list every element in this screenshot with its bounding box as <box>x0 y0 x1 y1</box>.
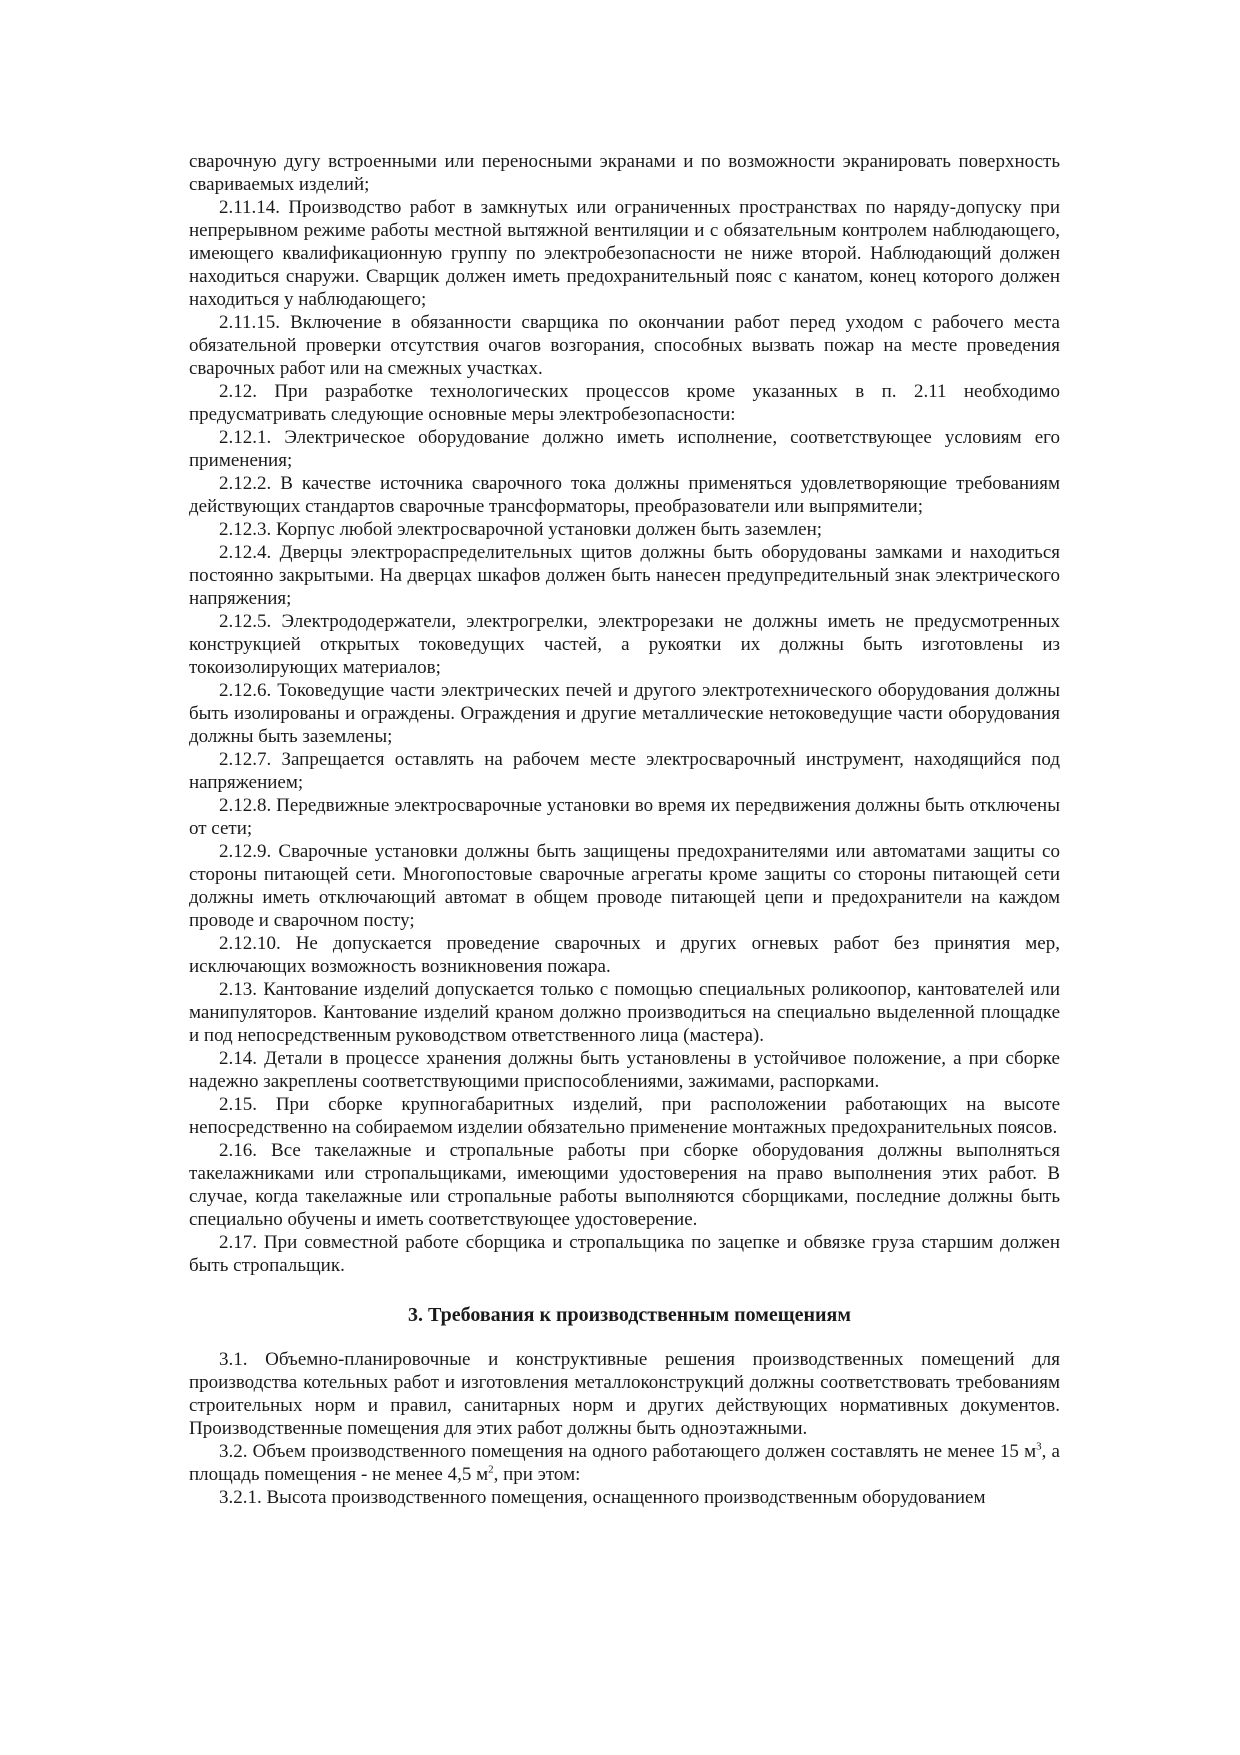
paragraph-2-13: 2.13. Кантование изделий допускается только с помощью специальных роликоопор, кантователей или манипуляторов. Кантование изделий краном должно производиться на специально выделенной площадке и под непосредственным руководством ответственного лица (мастера). <box>189 979 1060 1046</box>
paragraph-3-2 <box>189 1440 1060 1486</box>
paragraph-3-2-text-3: , при этом: <box>493 1464 581 1485</box>
superscript-square: 2 <box>488 1463 494 1476</box>
paragraph-2-12-3: 2.12.3. Корпус любой электросварочной установки должен быть заземлен; <box>219 519 823 540</box>
paragraph-2-12-10: 2.12.10. Не допускается проведение сварочных и других огневых работ без принятия мер, исключающих возможность возникновения пожара. <box>189 933 1060 977</box>
superscript-cubic: 3 <box>1036 1440 1042 1453</box>
paragraph-3-2-1: 3.2.1. Высота производственного помещения, оснащенного производственным оборудованием <box>219 1487 986 1508</box>
paragraph-3-2-text-1: 3.2. Объем производственного помещения на одного работающего должен составлять не менее 15 м <box>219 1441 1037 1462</box>
paragraph-2-12-7: 2.12.7. Запрещается оставлять на рабочем месте электросварочный инструмент, находящийся под напряжением; <box>189 749 1060 793</box>
paragraph-2-12-2: 2.12.2. В качестве источника сварочного тока должны применяться удовлетворяющие требованиям действующих стандартов сварочные трансформаторы, преобразователи или выпрямители; <box>189 473 1060 517</box>
paragraph-2-12-5: 2.12.5. Электрододержатели, электрогрелки, электрорезаки не должны иметь не предусмотренных конструкцией открытых токоведущих частей, а рукоятки их должны быть изготовлены из токоизолирующих материалов; <box>189 611 1060 678</box>
paragraph-2-16: 2.16. Все такелажные и стропальные работы при сборке оборудования должны выполняться такелажниками или стропальщиками, имеющими удостоверения на право выполнения этих работ. В случае, когда такелажные или стропальные работы выполняются сборщиками, последние должны быть специально обучены и иметь соответствующее удостоверение. <box>189 1140 1060 1230</box>
paragraph-2-12-9: 2.12.9. Сварочные установки должны быть защищены предохранителями или автоматами защиты со стороны питающей сети. Многопостовые сварочные агрегаты кроме защиты со стороны питающей сети должны иметь отключающий автомат в общем проводе питающей цепи и предохранители на каждом проводе и сварочном посту; <box>189 841 1060 931</box>
paragraph-3-2-text-2: , а площадь помещения - не менее 4,5 м <box>189 1441 1060 1485</box>
paragraph-2-11-14: 2.11.14. Производство работ в замкнутых или ограниченных пространствах по наряду-допуску при непрерывном режиме работы местной вытяжной вентиляции и с обязательным контролем наблюдающего, имеющего квалификационную группу по электробезопасности не ниже второй. Наблюдающий должен находиться снаружи. Сварщик должен иметь предохранительный пояс с канатом, конец которого должен находиться у наблюдающего; <box>189 197 1060 310</box>
paragraph-2-17: 2.17. При совместной работе сборщика и стропальщика по зацепке и обвязке груза старшим должен быть стропальщик. <box>189 1232 1060 1276</box>
paragraph-2-14: 2.14. Детали в процессе хранения должны быть установлены в устойчивое положение, а при сборке надежно закреплены соответствующими приспособлениями, зажимами, распорками. <box>189 1048 1060 1092</box>
paragraph-2-12-8: 2.12.8. Передвижные электросварочные установки во время их передвижения должны быть отключены от сети; <box>189 795 1060 839</box>
paragraph-3-1: 3.1. Объемно-планировочные и конструктивные решения производственных помещений для производства котельных работ и изготовления металлоконструкций должны соответствовать требованиям строительных норм и правил, санитарных норм и других действующих нормативных документов. Производственные помещения для этих работ должны быть одноэтажными. <box>189 1349 1060 1439</box>
paragraph-2-12-4: 2.12.4. Дверцы электрораспределительных щитов должны быть оборудованы замками и находиться постоянно закрытыми. На дверцах шкафов должен быть нанесен предупредительный знак электрического напряжения; <box>189 542 1060 609</box>
paragraph-2-12: 2.12. При разработке технологических процессов кроме указанных в п. 2.11 необходимо предусматривать следующие основные меры электробезопасности: <box>189 381 1060 425</box>
paragraph-continuation: сварочную дугу встроенными или переносными экранами и по возможности экранировать поверхность свариваемых изделий; <box>189 151 1060 195</box>
paragraph-2-15: 2.15. При сборке крупногабаритных изделий, при расположении работающих на высоте непосредственно на собираемом изделии обязательно применение монтажных предохранительных поясов. <box>189 1094 1060 1138</box>
paragraph-2-12-6: 2.12.6. Токоведущие части электрических печей и другого электротехнического оборудования должны быть изолированы и ограждены. Ограждения и другие металлические нетоковедущие части оборудования должны быть заземлены; <box>189 680 1060 747</box>
section-heading: 3. Требования к производственным помещениям <box>408 1304 851 1326</box>
paragraph-2-12-1: 2.12.1. Электрическое оборудование должно иметь исполнение, соответствующее условиям его применения; <box>189 427 1060 471</box>
paragraph-2-11-15: 2.11.15. Включение в обязанности сварщика по окончании работ перед уходом с рабочего места обязательной проверки отсутствия очагов возгорания, способных вызвать пожар на месте проведения сварочных работ или на смежных участках. <box>189 312 1060 379</box>
